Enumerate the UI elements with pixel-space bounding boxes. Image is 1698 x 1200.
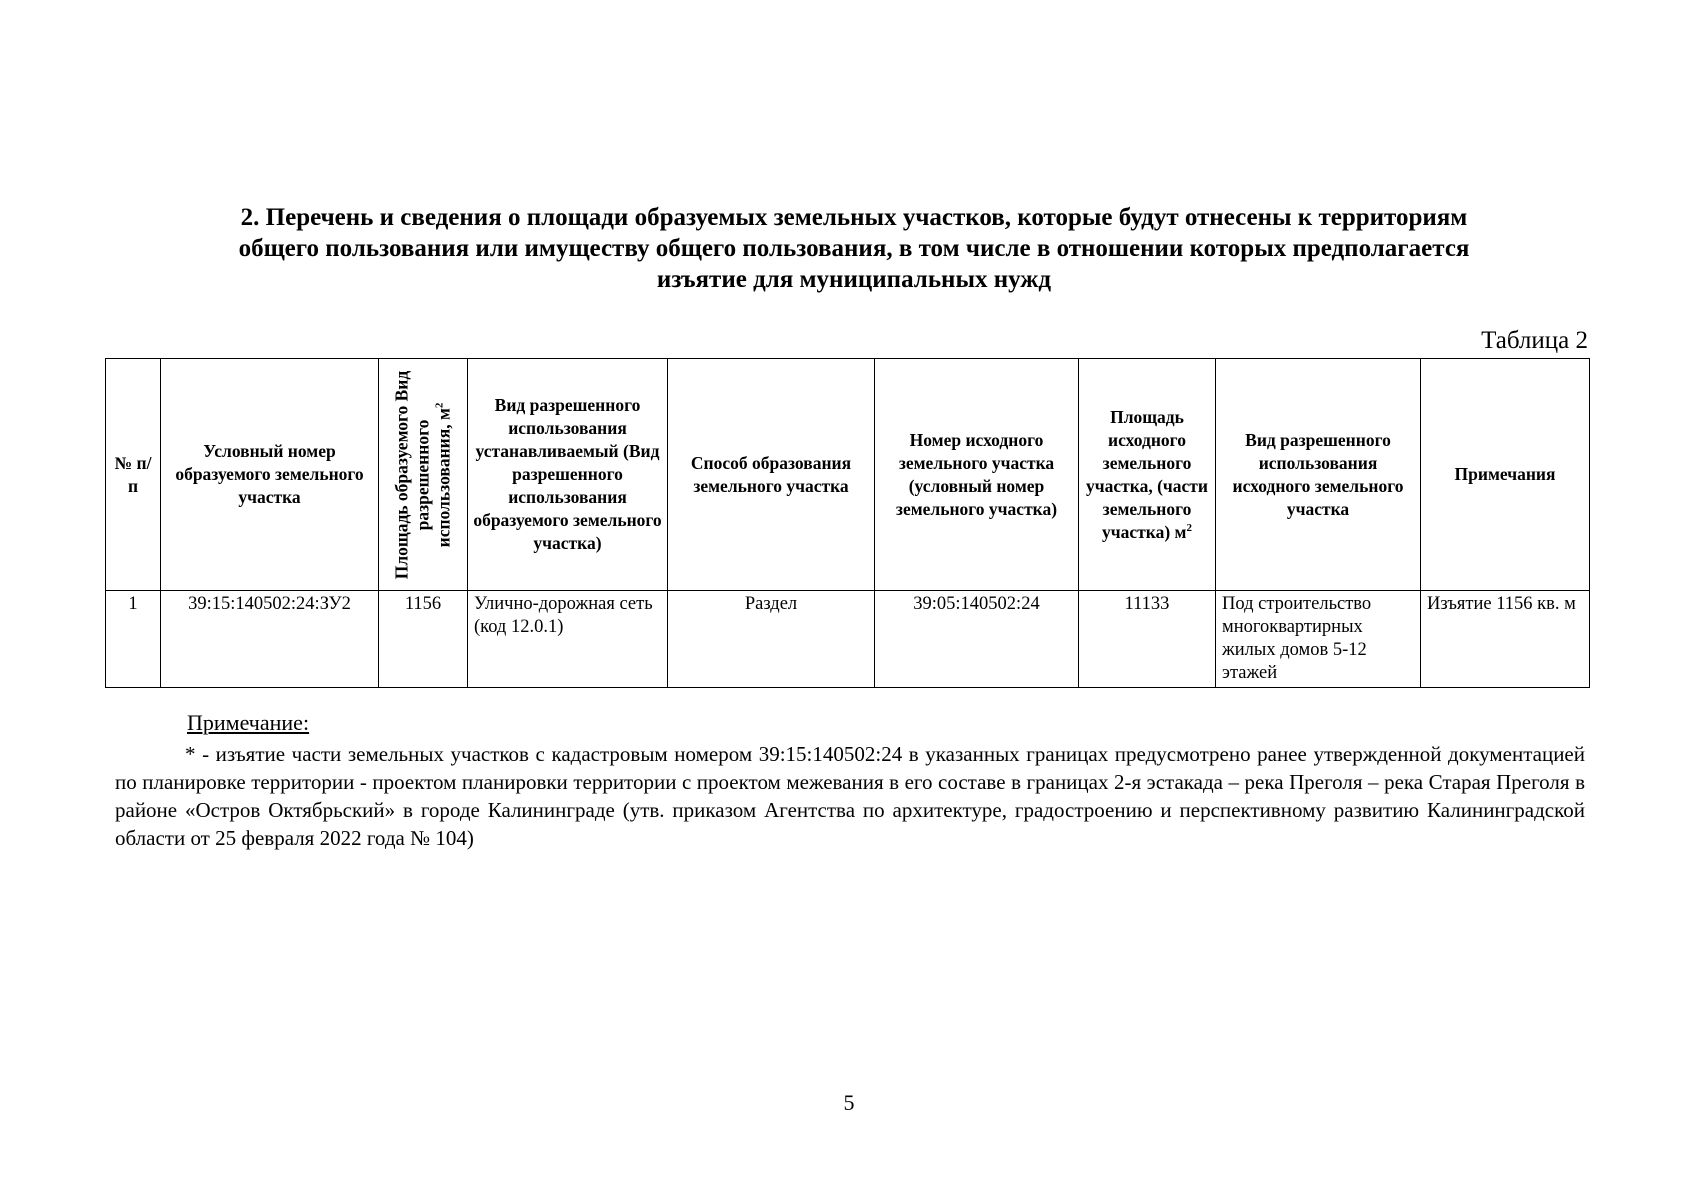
cell-source-area: 11133 (1079, 591, 1216, 688)
cell-formation-method: Раздел (668, 591, 875, 688)
note-heading: Примечание: (187, 710, 310, 735)
cell-num: 1 (106, 591, 161, 688)
table-header-row (106, 359, 1590, 591)
section-heading-line-1: 2. Перечень и сведения о площади образуемых земельных участков, которые будут отнесены к территориям (240, 204, 1468, 231)
header-source-area-sup: 2 (1186, 521, 1192, 534)
header-notes: Примечания (1421, 359, 1590, 591)
cell-source-permitted-use: Под строительство многоквартирных жилых домов 5-12 этажей (1216, 591, 1421, 688)
header-source-number: Номер исходного земельного участка (условный номер земельного участка) (875, 359, 1079, 591)
header-area-text: Площадь образуемого Вид разрешенного использования, м (391, 370, 454, 579)
section-heading-line-2: общего пользования или имуществу общего пользования, в том числе в отношении которых предполагается (238, 235, 1470, 262)
cell-permitted-use: Улично-дорожная сеть (код 12.0.1) (468, 591, 668, 688)
cell-notes: Изъятие 1156 кв. м (1421, 591, 1590, 688)
section-heading-line-3: изъятие для муниципальных нужд (656, 266, 1052, 293)
land-plots-table (105, 358, 1590, 688)
note-text: * - изъятие части земельных участков с кадастровым номером 39:15:140502:24 в указанных границах предусмотрено ранее утвержденной документацией по планировке территории - проектом планировки территории с проектом межевания в его составе в границах 2-я эстакада – река Преголя – река Старая Преголя в районе «Остров Октябрьский» в городе Калининграде (утв. приказом Агентства по архитектуре, градостроению и перспективному развитию Калининградской области от 25 февраля 2022 года № 104) (115, 742, 1585, 850)
header-formation-method: Способ образования земельного участка (668, 359, 875, 591)
header-conditional-number: Условный номер образуемого земельного участка (161, 359, 379, 591)
header-permitted-use: Вид разрешенного использования устанавливаемый (Вид разрешенного использования образуемого земельного участка) (468, 359, 668, 591)
cell-source-number: 39:05:140502:24 (875, 591, 1079, 688)
table-label: Таблица 2 (1481, 327, 1588, 354)
header-source-permitted-use: Вид разрешенного использования исходного земельного участка (1216, 359, 1421, 591)
table-row (106, 591, 1590, 688)
header-num: № п/п (106, 359, 161, 591)
cell-conditional-number: 39:15:140502:24:ЗУ2 (161, 591, 379, 688)
section-heading (120, 202, 1588, 295)
header-area-unit-sup: 2 (433, 402, 446, 408)
cell-area: 1156 (379, 591, 468, 688)
header-source-area (1079, 359, 1216, 591)
header-source-area-text: Площадь исходного земельного участка, (части земельного участка) м (1086, 406, 1208, 542)
page-number: 5 (843, 1090, 855, 1115)
header-area (379, 359, 468, 591)
